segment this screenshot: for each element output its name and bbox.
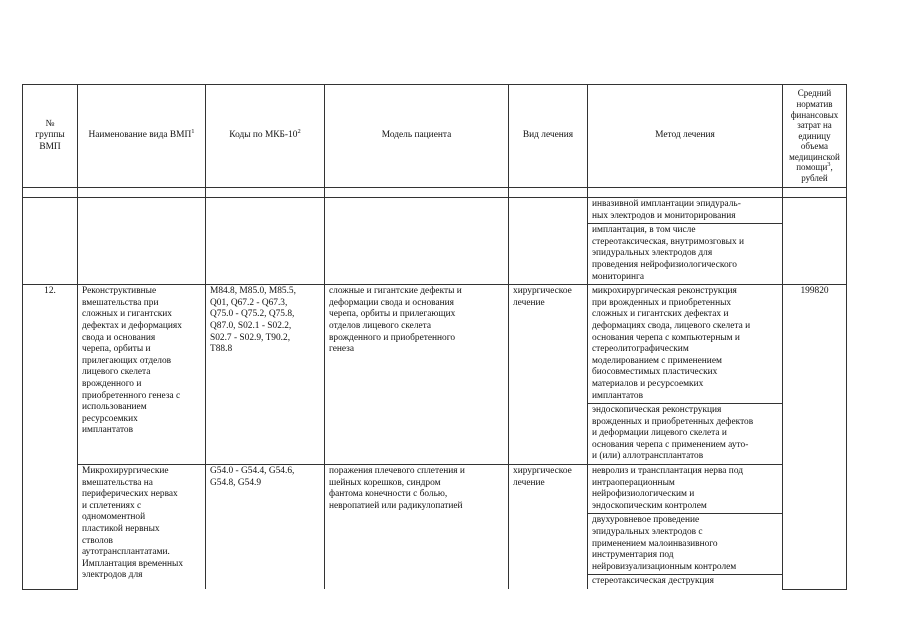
document-page: [22, 84, 846, 596]
header-group-number: № группы ВМП: [23, 85, 78, 188]
icd-codes: G54.0 - G54.4, G54.6, G54.8, G54.9: [206, 465, 325, 589]
continuation-methods: [588, 198, 783, 285]
continuation-row: [23, 198, 847, 285]
method-item: невролиз и трансплантация нерва под интраоперационным нейрофизиологическим и эндоскопическим контролем: [592, 466, 744, 511]
group-number: 12.: [23, 285, 78, 589]
icd-codes: M84.8, M85.0, M85.5, Q01, Q67.2 - Q67.3, Q75.0 - Q75.2, Q75.8, Q87.0, S02.1 - S02.2, S02.7 - S02.9, T90.2, T88.8: [206, 285, 325, 465]
header-row: [23, 85, 847, 188]
header-icd-codes: Коды по МКБ-$10^2$: [206, 85, 325, 188]
table-row: [23, 285, 847, 465]
method-item: двухуровневое проведение эпидуральных электродов с применением малоинвазивного инструментария под нейровизуализационным контролем: [588, 513, 782, 574]
treatment-methods: [588, 285, 783, 465]
vmp-table: [22, 84, 847, 590]
method-item: микрохирургическая реконструкция при врожденных и приобретенных сложных и гигантских дефектах и деформациях свода, лицевого скелета и основания черепа с компьютерным и стереолитографическим моделированием с применением биосовместимых пластических материалов и ресурсоемких имплантатов: [592, 286, 751, 401]
vmp-name: Микрохирургические вмешательства на периферических нервах и сплетениях с одномоментной пластикой нервных стволов аутотрансплантатами. Имплантация временных электродов для: [78, 465, 206, 589]
header-treatment-type: Вид лечения: [509, 85, 588, 188]
header-cost-standard: Средний норматив финансовых затрат на единицу объема медицинской помощи$^3$, рублей: [783, 85, 847, 188]
method-item: инвазивной имплантации эпидураль- ных электродов и мониторирования: [592, 199, 741, 221]
table-row: [23, 465, 847, 589]
spacer-row: [23, 188, 847, 198]
method-item: имплантация, в том числе стереотаксическая, внутримозговых и эпидуральных электродов для проведения нейрофизиологического мониторинга: [588, 223, 782, 284]
patient-model: поражения плечевого сплетения и шейных корешков, синдром фантома конечности с болью, невропатией или радикулопатией: [325, 465, 509, 589]
header-vmp-name: Наименование вида ВМП$^1$: [78, 85, 206, 188]
method-item: стереотаксическая деструкция: [588, 574, 782, 589]
treatment-methods: [588, 465, 783, 589]
header-treatment-method: Метод лечения: [588, 85, 783, 188]
header-patient-model: Модель пациента: [325, 85, 509, 188]
vmp-name: Реконструктивные вмешательства при сложных и гигантских дефектах и деформациях свода и основания черепа, орбиты и прилегающих отделов лицевого скелета врожденного и приобретенного генеза с использованием ресурсоемких имплантатов: [78, 285, 206, 465]
treatment-type: хирургическое лечение: [509, 465, 588, 589]
patient-model: сложные и гигантские дефекты и деформации свода и основания черепа, орбиты и прилегающих отделов лицевого скелета врожденного и приобретенного генеза: [325, 285, 509, 465]
method-item: эндоскопическая реконструкция врожденных и приобретенных дефектов и деформации лицевого скелета и основания черепа с применением ауто- и (или) аллотрансплантатов: [588, 403, 782, 464]
cost-value: 199820: [783, 285, 847, 589]
treatment-type: хирургическое лечение: [509, 285, 588, 465]
